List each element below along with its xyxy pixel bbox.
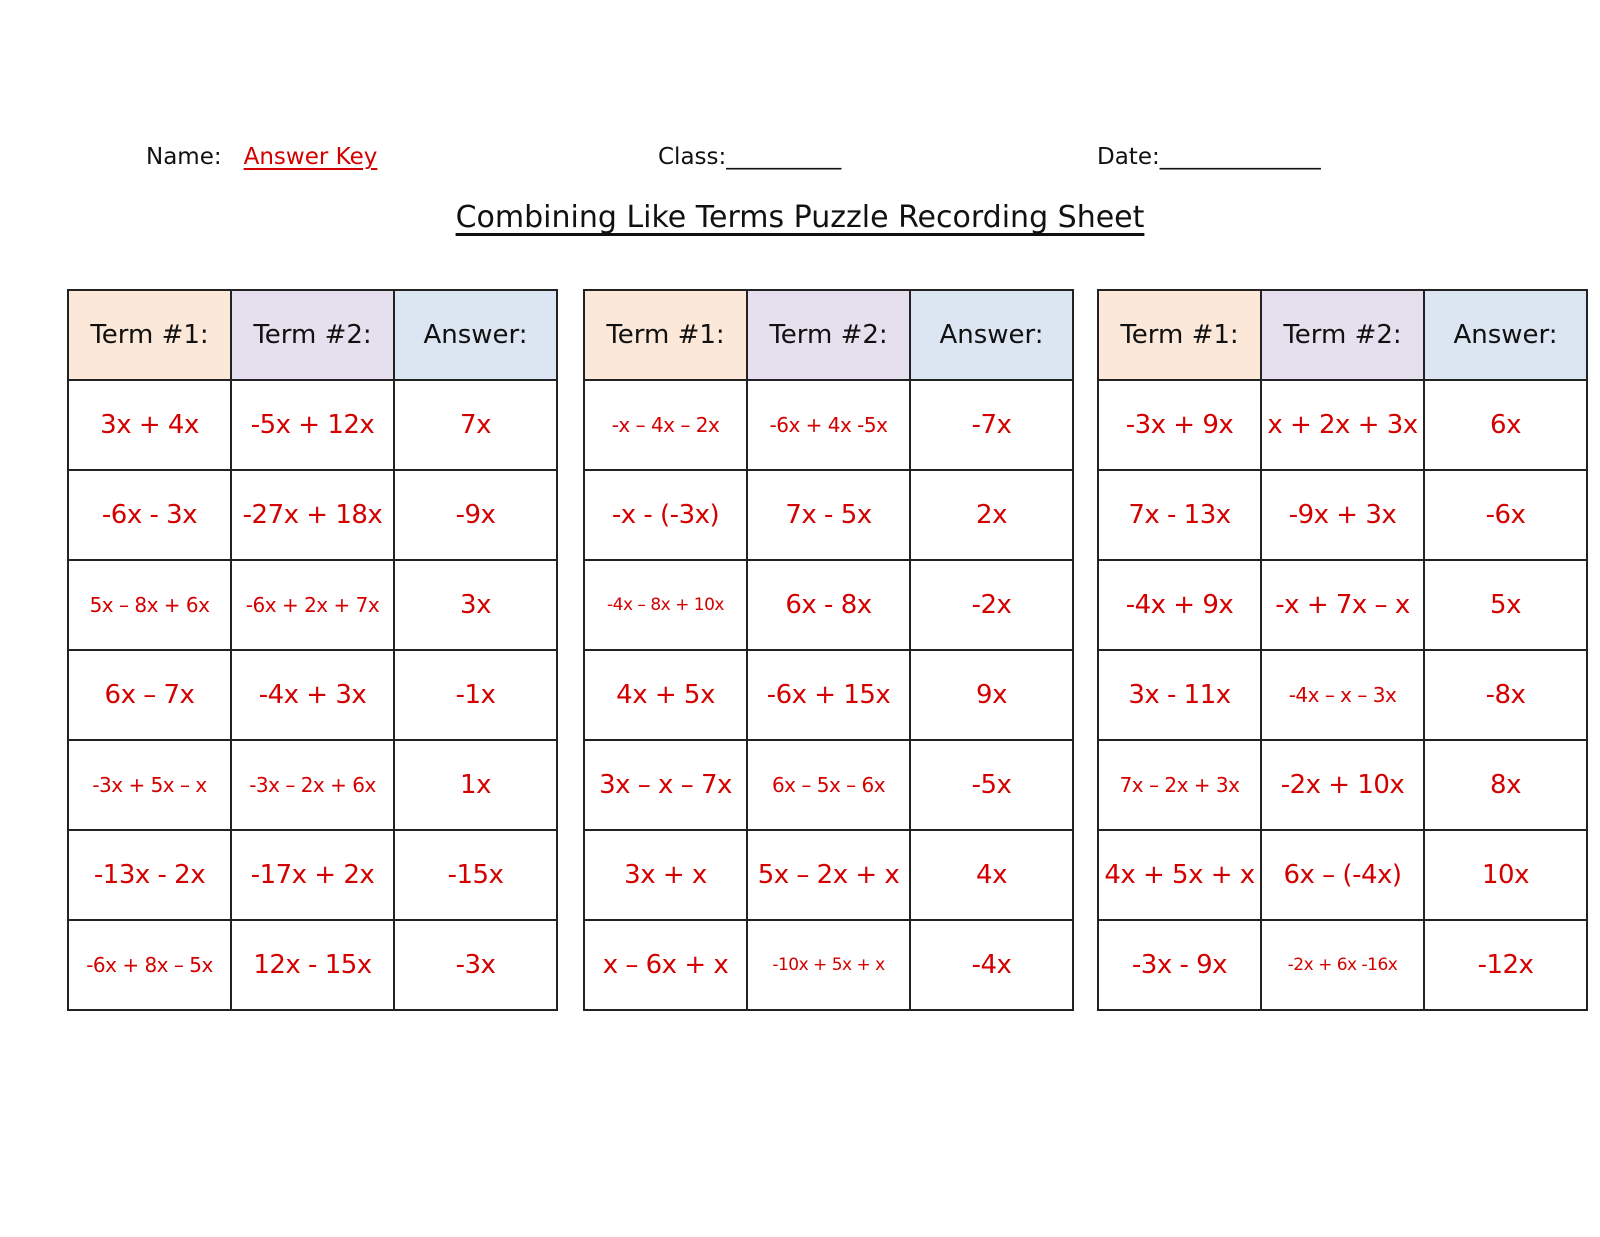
class-blank: __________ <box>726 144 842 170</box>
table-row <box>584 830 1073 920</box>
answer-cell: 4x <box>910 830 1073 920</box>
term-2-cell: 6x - 8x <box>747 560 910 650</box>
date-blank: ______________ <box>1159 144 1321 170</box>
term-2-cell: 7x - 5x <box>747 470 910 560</box>
term-1-cell: 5x – 8x + 6x <box>68 560 231 650</box>
term-2-cell: -4x + 3x <box>231 650 394 740</box>
header-row <box>1098 290 1587 380</box>
table-row <box>68 740 557 830</box>
table-row <box>68 560 557 650</box>
answer-cell: -7x <box>910 380 1073 470</box>
name-field <box>146 144 377 170</box>
term-1-cell: -x - (-3x) <box>584 470 747 560</box>
table-row <box>1098 470 1587 560</box>
table-row <box>584 650 1073 740</box>
table-row <box>584 560 1073 650</box>
term-2-cell: -9x + 3x <box>1261 470 1424 560</box>
answer-cell: -2x <box>910 560 1073 650</box>
answer-cell: -15x <box>394 830 557 920</box>
answer-cell: 5x <box>1424 560 1587 650</box>
table-row <box>68 830 557 920</box>
table-row <box>584 380 1073 470</box>
answer-cell: -1x <box>394 650 557 740</box>
header-answer: Answer: <box>394 290 557 380</box>
header-term-2: Term #2: <box>1261 290 1424 380</box>
date-label: Date: <box>1097 144 1160 170</box>
answer-cell: -8x <box>1424 650 1587 740</box>
term-1-cell: 4x + 5x <box>584 650 747 740</box>
table-row <box>1098 830 1587 920</box>
header-row <box>68 290 557 380</box>
term-2-cell: -x + 7x – x <box>1261 560 1424 650</box>
term-1-cell: 7x – 2x + 3x <box>1098 740 1261 830</box>
term-2-cell: 6x – (-4x) <box>1261 830 1424 920</box>
term-2-cell: 6x – 5x – 6x <box>747 740 910 830</box>
table-row <box>1098 650 1587 740</box>
header-row <box>584 290 1073 380</box>
table-row <box>1098 560 1587 650</box>
table-row <box>68 380 557 470</box>
term-1-cell: -3x + 5x – x <box>68 740 231 830</box>
table-row <box>1098 380 1587 470</box>
term-2-cell: 12x - 15x <box>231 920 394 1010</box>
term-2-cell: -2x + 10x <box>1261 740 1424 830</box>
term-2-cell: -2x + 6x -16x <box>1261 920 1424 1010</box>
term-1-cell: -4x – 8x + 10x <box>584 560 747 650</box>
term-1-cell: -6x - 3x <box>68 470 231 560</box>
term-1-cell: -3x + 9x <box>1098 380 1261 470</box>
term-2-cell: -5x + 12x <box>231 380 394 470</box>
class-label: Class: <box>658 144 727 170</box>
answer-cell: -3x <box>394 920 557 1010</box>
term-1-cell: 3x + 4x <box>68 380 231 470</box>
table-row <box>584 740 1073 830</box>
term-1-cell: -3x - 9x <box>1098 920 1261 1010</box>
puzzle-table-2 <box>583 289 1074 1011</box>
puzzle-table-3 <box>1097 289 1588 1011</box>
term-1-cell: -4x + 9x <box>1098 560 1261 650</box>
date-field <box>1097 144 1321 170</box>
term-2-cell: -6x + 2x + 7x <box>231 560 394 650</box>
answer-cell: 6x <box>1424 380 1587 470</box>
table-row <box>68 920 557 1010</box>
answer-cell: -5x <box>910 740 1073 830</box>
name-label: Name: <box>146 144 222 170</box>
term-2-cell: x + 2x + 3x <box>1261 380 1424 470</box>
page-title: Combining Like Terms Puzzle Recording Sheet <box>455 200 1145 235</box>
term-1-cell: 3x - 11x <box>1098 650 1261 740</box>
table-row <box>1098 920 1587 1010</box>
term-1-cell: 6x – 7x <box>68 650 231 740</box>
answer-cell: -12x <box>1424 920 1587 1010</box>
table-row <box>584 470 1073 560</box>
header-term-1: Term #1: <box>584 290 747 380</box>
answer-cell: 10x <box>1424 830 1587 920</box>
header-term-2: Term #2: <box>231 290 394 380</box>
term-2-cell: -4x – x – 3x <box>1261 650 1424 740</box>
term-2-cell: -6x + 15x <box>747 650 910 740</box>
class-field <box>658 144 841 170</box>
term-2-cell: -6x + 4x -5x <box>747 380 910 470</box>
term-2-cell: -3x – 2x + 6x <box>231 740 394 830</box>
term-1-cell: 4x + 5x + x <box>1098 830 1261 920</box>
answer-cell: -4x <box>910 920 1073 1010</box>
table-row <box>584 920 1073 1010</box>
term-1-cell: 3x + x <box>584 830 747 920</box>
name-value: Answer Key <box>243 144 378 170</box>
header-term-1: Term #1: <box>68 290 231 380</box>
table-row <box>68 650 557 740</box>
answer-cell: 8x <box>1424 740 1587 830</box>
term-2-cell: 5x – 2x + x <box>747 830 910 920</box>
answer-cell: 1x <box>394 740 557 830</box>
term-1-cell: x – 6x + x <box>584 920 747 1010</box>
answer-cell: 9x <box>910 650 1073 740</box>
header-term-2: Term #2: <box>747 290 910 380</box>
header-term-1: Term #1: <box>1098 290 1261 380</box>
term-1-cell: -x – 4x – 2x <box>584 380 747 470</box>
table-row <box>68 470 557 560</box>
header-answer: Answer: <box>1424 290 1587 380</box>
term-1-cell: -13x - 2x <box>68 830 231 920</box>
term-2-cell: -10x + 5x + x <box>747 920 910 1010</box>
answer-cell: -6x <box>1424 470 1587 560</box>
answer-cell: 7x <box>394 380 557 470</box>
header-answer: Answer: <box>910 290 1073 380</box>
table-row <box>1098 740 1587 830</box>
answer-cell: -9x <box>394 470 557 560</box>
answer-cell: 3x <box>394 560 557 650</box>
term-2-cell: -27x + 18x <box>231 470 394 560</box>
answer-cell: 2x <box>910 470 1073 560</box>
puzzle-table-1 <box>67 289 558 1011</box>
term-1-cell: -6x + 8x – 5x <box>68 920 231 1010</box>
term-1-cell: 7x - 13x <box>1098 470 1261 560</box>
term-2-cell: -17x + 2x <box>231 830 394 920</box>
term-1-cell: 3x – x – 7x <box>584 740 747 830</box>
